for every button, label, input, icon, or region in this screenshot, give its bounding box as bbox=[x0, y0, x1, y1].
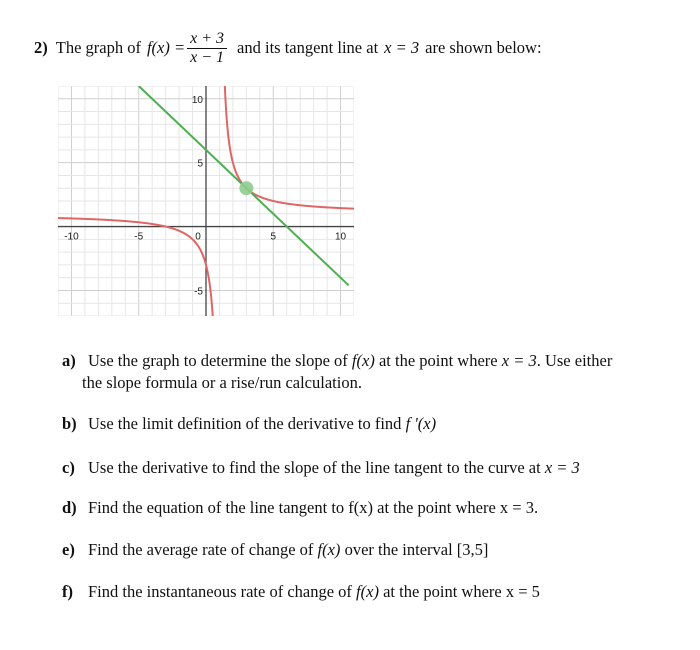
question-label: e) bbox=[62, 540, 75, 559]
problem-number: 2) bbox=[34, 38, 48, 57]
x-tick-label: 10 bbox=[334, 231, 347, 243]
question-label: c) bbox=[62, 458, 75, 477]
question-label: f) bbox=[62, 582, 73, 601]
y-tick-label: 10 bbox=[191, 94, 203, 106]
question-a-line2: the slope formula or a rise/run calculation. bbox=[82, 373, 362, 392]
fraction-denominator: x − 1 bbox=[190, 48, 225, 66]
question-a: a) Use the graph to determine the slope of f(x) at the point where x = 3. Use either the slope formula or a rise/run calculation. bbox=[62, 351, 613, 392]
question-d: d) Find the equation of the line tangent to f(x) at the point where x = 3. bbox=[62, 498, 539, 517]
question-label: d) bbox=[62, 498, 77, 517]
mid-text: and its tangent line at bbox=[237, 38, 379, 57]
intro-text: The graph of bbox=[55, 38, 141, 57]
question-f: f) Find the instantaneous rate of change of f(x) at the point where x = 5 bbox=[62, 582, 540, 601]
question-label: b) bbox=[62, 414, 77, 433]
y-tick-label: -5 bbox=[194, 286, 203, 298]
function-graph bbox=[58, 86, 354, 316]
tangent-point-marker bbox=[239, 181, 253, 195]
x-tick-label: 0 bbox=[195, 231, 201, 243]
problem-header bbox=[34, 26, 674, 70]
question-label: a) bbox=[62, 351, 76, 370]
question-b: b) Use the limit definition of the derivative to find f '(x) bbox=[62, 414, 437, 433]
y-tick-label: 5 bbox=[197, 158, 203, 170]
function-lhs: f(x) = bbox=[146, 38, 186, 57]
tangent-point: x = 3 bbox=[384, 38, 420, 57]
question-e: e) Find the average rate of change of f(x) over the interval [3,5] bbox=[62, 540, 489, 559]
question-c: c) Use the derivative to find the slope of the line tangent to the curve at x = 3 bbox=[62, 458, 580, 477]
end-text: are shown below: bbox=[425, 38, 542, 57]
x-tick-label: 5 bbox=[270, 231, 277, 243]
x-tick-label: -5 bbox=[134, 231, 144, 243]
fraction-numerator: x + 3 bbox=[187, 30, 227, 49]
x-tick-label: -10 bbox=[64, 231, 79, 243]
function-fraction bbox=[187, 30, 227, 67]
